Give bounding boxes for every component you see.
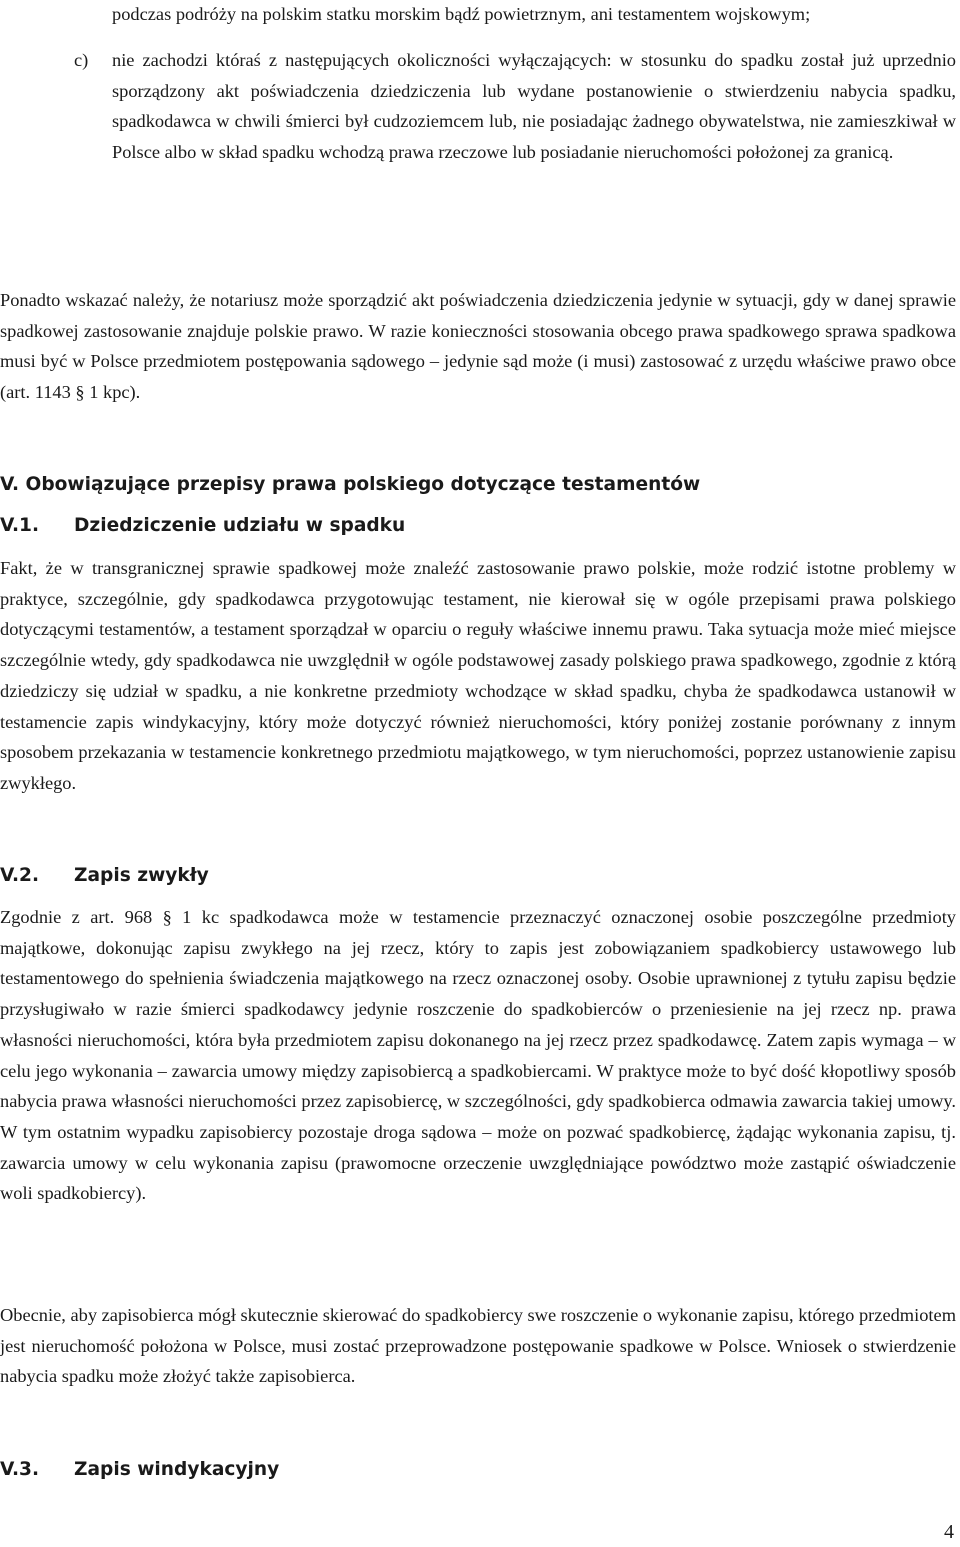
section-v3-title: Zapis windykacyjny: [74, 1459, 280, 1480]
section-v1-paragraph: Fakt, że w transgranicznej sprawie spadkowej może znaleźć zastosowanie prawo polskie, może rodzić istotne problemy w praktyce, szczególnie, gdy spadkodawca przygotowując testament, nie kierował się w ogóle przepisami prawa polskiego dotyczącymi testamentów, a testament sporządzał w oparciu o reguły właściwe innemu prawu. Taka sytuacja może mieć miejsce szczególnie wtedy, gdy spadkodawca nie uwzględnił w ogóle podstawowej zasady polskiego prawa spadkowego, zgodnie z którą dziedziczy się udział w spadku, a nie konkretne przedmioty wchodzące w skład spadku, chyba że spadkodawca ustanowił w testamencie zapis windykacyjny, który może dotyczyć również nieruchomości, który poniżej zostanie porównany z innym sposobem przekazania w testamencie konkretnego przedmiotu majątkowego, w tym nieruchomości, poprzez ustanowienie zapisu zwykłego.: [0, 558, 956, 793]
section-v3-heading: [0, 1457, 279, 1483]
section-v-heading: V. Obowiązujące przepisy prawa polskiego dotyczące testamentów: [0, 474, 701, 495]
page-number: 4: [944, 1521, 954, 1543]
notary-paragraph: Ponadto wskazać należy, że notariusz może sporządzić akt poświadczenia dziedziczenia jedynie w sytuacji, gdy w danej sprawie spadkowej zastosowanie znajduje polskie prawo. W razie konieczności stosowania obcego prawa spadkowego sprawa spadkowa musi być w Polsce przedmiotem postępowania sądowego – jedynie sąd może (i musi) zastosować z urzędu właściwe prawo obce (art. 1143 § 1 kpc).: [0, 290, 956, 403]
section-v2-paragraph-2: Obecnie, aby zapisobierca mógł skutecznie skierować do spadkobiercy swe roszczenie o wykonanie zapisu, którego przedmiotem jest nieruchomość położona w Polsce, musi zostać przeprowadzone postępowanie spadkowe w Polsce. Wniosek o stwierdzenie nabycia spadku może złożyć także zapisobierca.: [0, 1305, 956, 1387]
section-v1-number: V.1.: [0, 515, 40, 536]
section-v2-heading: [0, 863, 209, 889]
section-v2-title: Zapis zwykły: [74, 865, 209, 886]
section-v2-paragraph-1: Zgodnie z art. 968 § 1 kc spadkodawca może w testamencie przeznaczyć oznaczonej osobie poszczególne przedmioty majątkowe, dokonując zapisu zwykłego na jej rzecz, który to zapis jest zobowiązaniem spadkobiercy ustawowego lub testamentowego do spełnienia świadczenia majątkowego na rzecz oznaczonej osoby. Osobie uprawnionej z tytułu zapisu będzie przysługiwało w razie śmierci spadkodawcy jedynie roszczenie do spadkobierców o przeniesienie na jej rzecz np. prawa własności nieruchomości, która była przedmiotem zapisu dokonanego na jej rzecz przez spadkodawcę. Zatem zapis wymaga – w celu jego wykonania – zawarcia umowy między zapisobiercą a spadkobiercami. W praktyce może to być dość kłopotliwy sposób nabycia prawa własności nieruchomości przez zapisobiercę, w szczególności, gdy spadkobierca odmawia zawarcia takiej umowy. W tym ostatnim wypadku zapisobiercy pozostaje droga sądowa – może on pozwać spadkobiercę, żądając wykonania zapisu, tj. zawarcia umowy w celu wykonania zapisu (prawomocne orzeczenie uwzględniające powództwo może zastąpić oświadczenie woli spadkobiercy).: [0, 907, 956, 1204]
section-v1-heading: [0, 513, 405, 539]
list-marker-c: c): [74, 50, 89, 70]
section-v2-number: V.2.: [0, 865, 40, 886]
section-v1-title: Dziedziczenie udziału w spadku: [74, 515, 406, 536]
section-v3-number: V.3.: [0, 1459, 40, 1480]
continuation-paragraph: podczas podróży na polskim statku morskim bądź powietrznym, ani testamentem wojskowym;: [112, 4, 811, 24]
list-item-c: nie zachodzi któraś z następujących okoliczności wyłączających: w stosunku do spadku został już uprzednio sporządzony akt poświadczenia dziedziczenia lub wydane postanowienie o stwierdzeniu nabycia spadku, spadkodawca w chwili śmierci był cudzoziemcem lub, nie posiadając żadnego obywatelstwa, nie zamieszkiwał w Polsce albo w skład spadku wchodzą prawa rzeczowe lub posiadanie nieruchomości położonej za granicą.: [112, 50, 956, 163]
